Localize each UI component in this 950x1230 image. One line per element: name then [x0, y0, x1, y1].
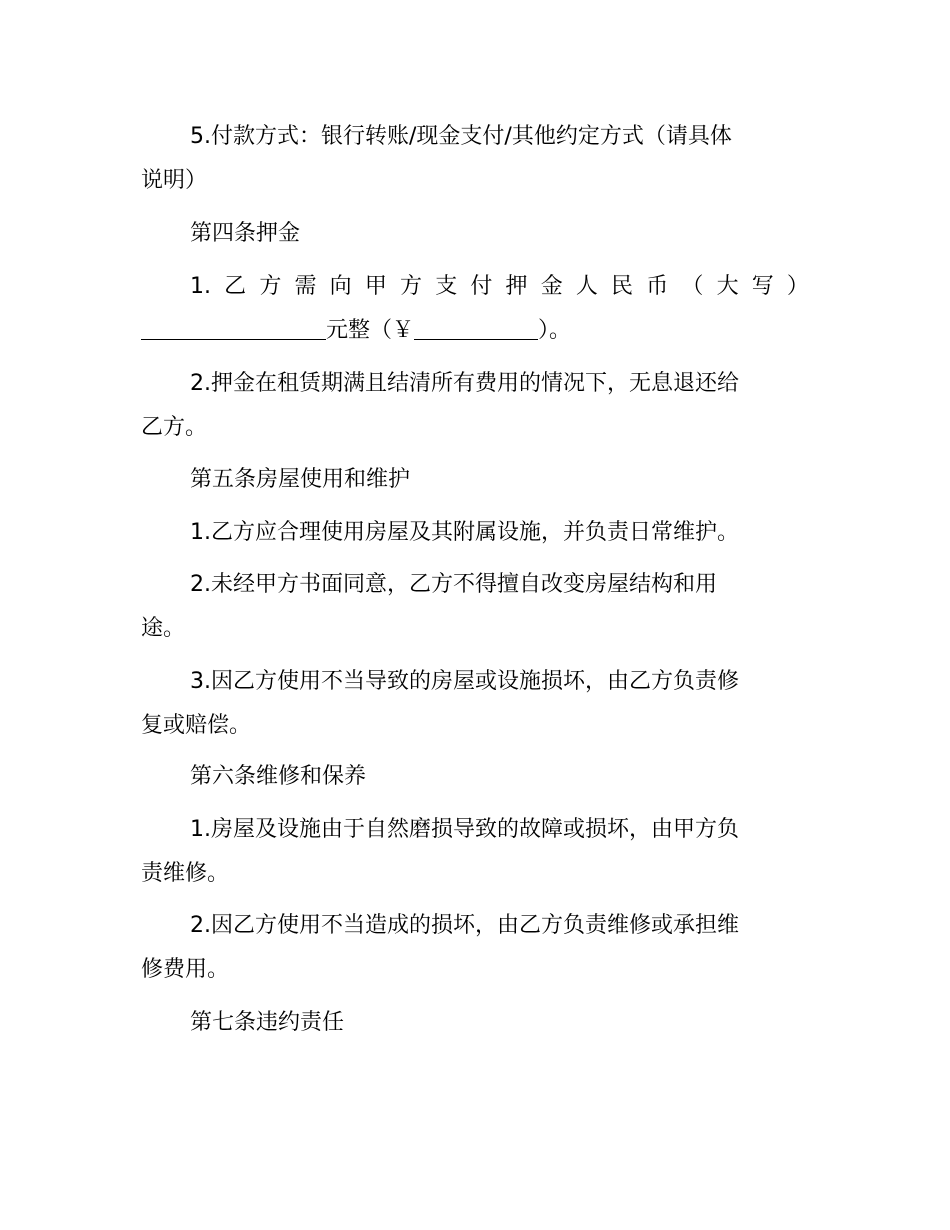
- deposit-refund-paragraph: [141, 362, 809, 450]
- deposit-end-text: ）。: [538, 318, 572, 343]
- deposit-char: 乙: [224, 274, 247, 299]
- section-4-heading-text: 第四条押金: [190, 221, 301, 246]
- deposit-char: 金: [540, 274, 563, 299]
- section-7-heading-text: 第七条违约责任: [190, 1010, 345, 1035]
- improper-use-line-1: 2.因乙方使用不当造成的损坏，由乙方负责维修或承担维: [190, 913, 739, 938]
- use-maintenance-paragraph: [141, 511, 809, 555]
- section-5-heading-text: 第五条房屋使用和维护: [190, 467, 411, 492]
- improper-use-line-2: 修费用。: [141, 957, 230, 982]
- section-5-heading: [141, 458, 809, 502]
- structure-change-line-2: 途。: [141, 616, 186, 641]
- deposit-char: （: [681, 274, 704, 299]
- use-maintenance-line: 1.乙方应合理使用房屋及其附属设施，并负责日常维护。: [190, 520, 739, 545]
- improper-use-paragraph: [141, 904, 809, 992]
- deposit-char: ）: [786, 274, 809, 299]
- deposit-amount-line-1: [141, 265, 809, 309]
- deposit-char: 币: [646, 274, 669, 299]
- payment-method-paragraph: [141, 115, 809, 203]
- natural-wear-paragraph: [141, 808, 809, 896]
- damage-responsibility-line-2: 复或赔偿。: [141, 713, 252, 738]
- deposit-char: 人: [575, 274, 598, 299]
- deposit-char: 1.: [190, 274, 211, 299]
- deposit-char: 写: [751, 274, 774, 299]
- structure-change-line-1: 2.未经甲方书面同意，乙方不得擅自改变房屋结构和用: [190, 572, 717, 597]
- deposit-refund-line-2: 乙方。: [141, 415, 208, 440]
- deposit-uppercase-blank[interactable]: [141, 309, 326, 340]
- deposit-char: 押: [505, 274, 528, 299]
- deposit-char: 方: [259, 274, 282, 299]
- damage-responsibility-paragraph: [141, 660, 809, 748]
- deposit-unit-text: 元整（￥: [326, 318, 415, 343]
- deposit-char: 需: [294, 274, 317, 299]
- section-7-heading: [141, 1001, 809, 1045]
- deposit-char: 向: [329, 274, 352, 299]
- deposit-char: 方: [400, 274, 423, 299]
- section-4-heading: [141, 212, 809, 256]
- payment-method-line-1: 5.付款方式：银行转账/现金支付/其他约定方式（请具体: [190, 124, 732, 149]
- deposit-char: 付: [470, 274, 493, 299]
- structure-change-paragraph: [141, 563, 809, 651]
- deposit-char: 支: [435, 274, 458, 299]
- deposit-char: 大: [716, 274, 739, 299]
- damage-responsibility-line-1: 3.因乙方使用不当导致的房屋或设施损坏，由乙方负责修: [190, 669, 739, 694]
- natural-wear-line-1: 1.房屋及设施由于自然磨损导致的故障或损坏，由甲方负: [190, 817, 739, 842]
- section-6-heading: [141, 755, 809, 799]
- deposit-char: 民: [611, 274, 634, 299]
- natural-wear-line-2: 责维修。: [141, 861, 230, 886]
- deposit-amount-paragraph: [141, 265, 809, 353]
- deposit-number-blank[interactable]: [414, 309, 538, 340]
- payment-method-line-2: 说明）: [141, 168, 208, 193]
- deposit-refund-line-1: 2.押金在租赁期满且结清所有费用的情况下，无息退还给: [190, 371, 739, 396]
- deposit-char: 甲: [364, 274, 387, 299]
- deposit-amount-line-2: [141, 309, 809, 353]
- section-6-heading-text: 第六条维修和保养: [190, 764, 367, 789]
